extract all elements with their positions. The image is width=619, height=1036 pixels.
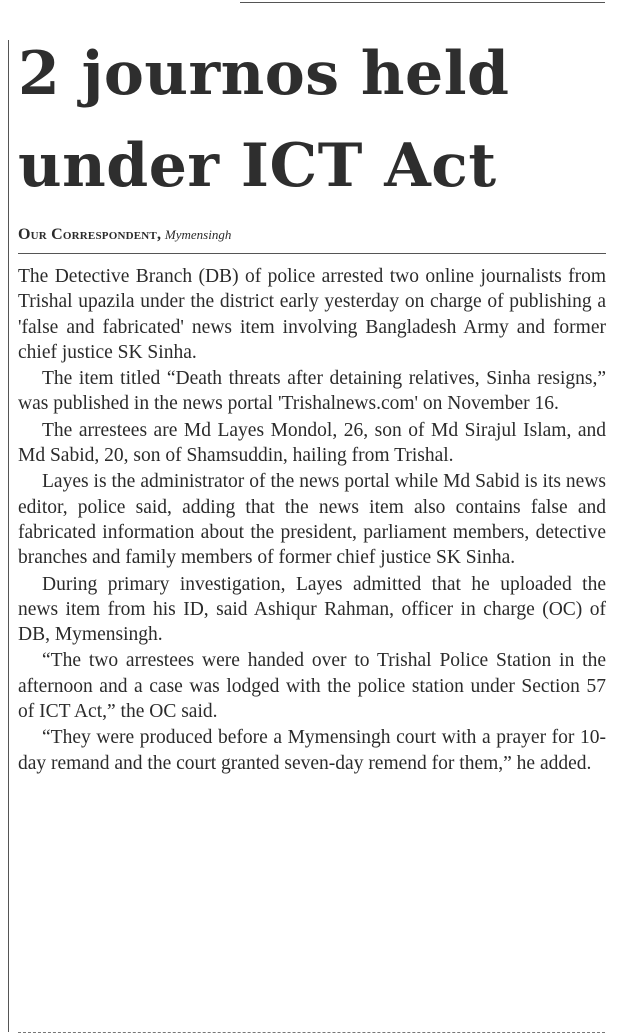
- news-article: [18, 28, 606, 777]
- paragraph-2: The item titled “Death threats after detaining relatives, Sinha resigns,” was published in the news portal 'Trishalnews.com' on November 16.: [18, 368, 606, 415]
- article-body: [18, 264, 606, 776]
- headline-line-2: under ICT Act: [18, 131, 497, 201]
- paragraph-7: “They were produced before a Mymensingh court with a prayer for 10-day remand and the court granted seven-day remend for them,” he added.: [18, 727, 606, 774]
- paragraph-4: Layes is the administrator of the news portal while Md Sabid is its news editor, police said, adding that the news item also contains false and fabricated information about the president, parliament members, detective branches and family members of former chief justice SK Sinha.: [18, 471, 606, 569]
- headline: [18, 28, 606, 212]
- byline: [18, 225, 606, 254]
- paragraph-1: The Detective Branch (DB) of police arrested two online journalists from Trishal upazila under the district early yesterday on charge of publishing a 'false and fabricated' news item involving Bangladesh Army and former chief justice SK Sinha.: [18, 266, 606, 363]
- paragraph-6: “The two arrestees were handed over to Trishal Police Station in the afternoon and a case was lodged with the police station under Section 57 of ICT Act,” the OC said.: [18, 650, 606, 723]
- headline-line-1: 2 journos held: [18, 39, 510, 109]
- byline-author: Our Correspondent,: [18, 226, 162, 243]
- byline-location: Mymensingh: [164, 227, 232, 242]
- paragraph-3: The arrestees are Md Layes Mondol, 26, son of Md Sirajul Islam, and Md Sabid, 20, son of Shamsuddin, hailing from Trishal.: [18, 419, 606, 467]
- top-rule: [240, 2, 605, 3]
- bottom-rule: [18, 1032, 605, 1033]
- paragraph-5: During primary investigation, Layes admitted that he uploaded the news item from his ID, said Ashiqur Rahman, officer in charge (OC) of DB, Mymensingh.: [18, 573, 606, 646]
- column-rule: [8, 40, 9, 1032]
